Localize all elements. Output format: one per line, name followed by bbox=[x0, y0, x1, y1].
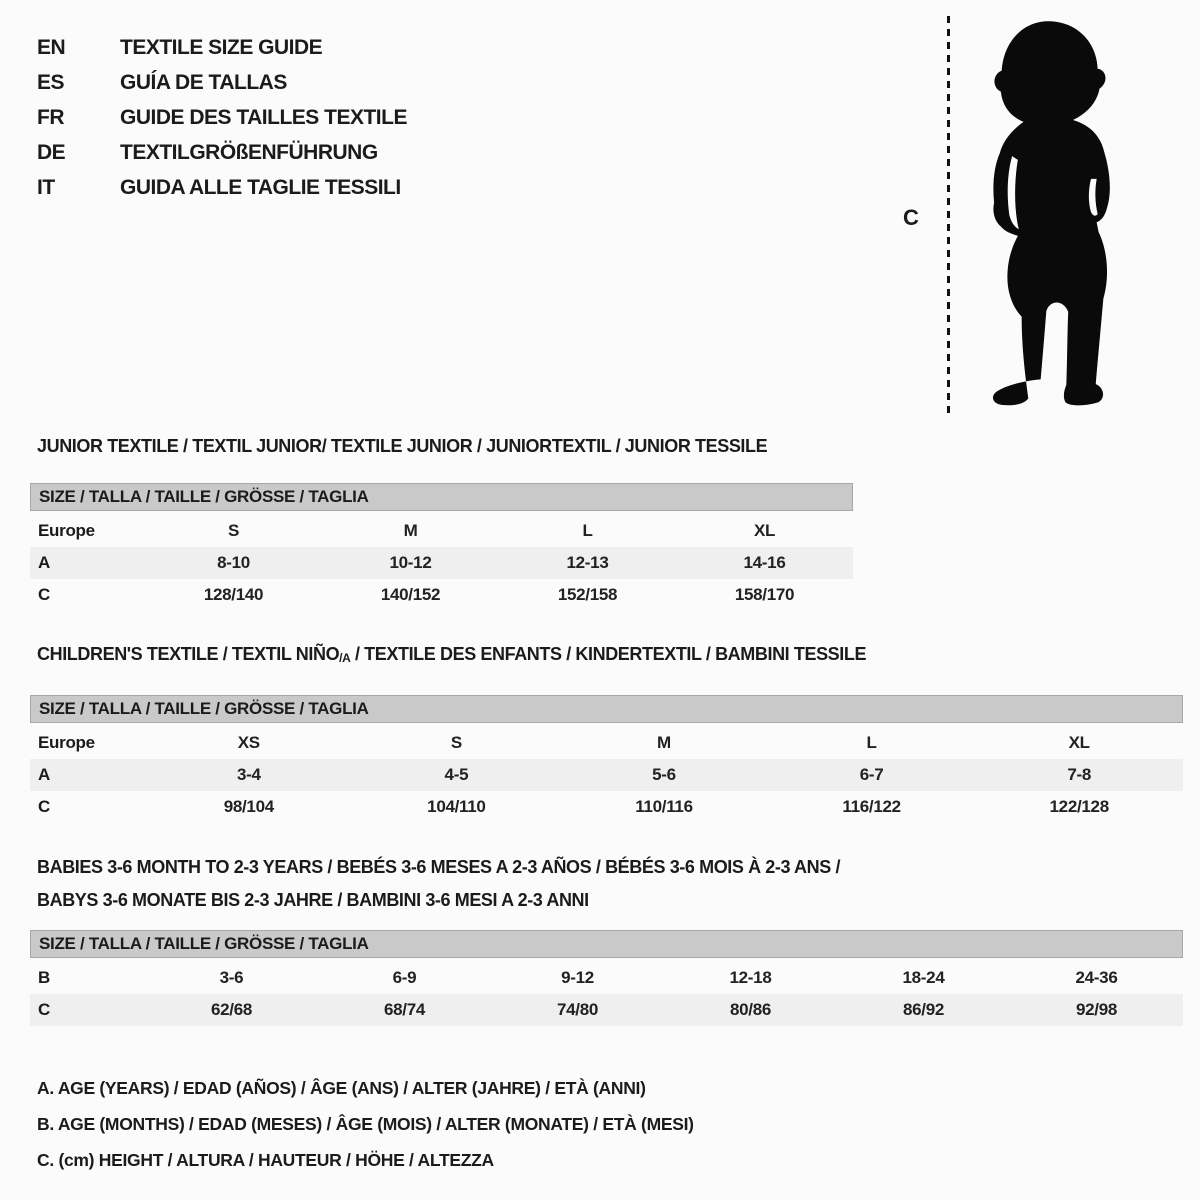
height-cell: 74/80 bbox=[556, 1000, 599, 1019]
age-cell: 7-8 bbox=[1067, 765, 1092, 784]
age-cell: 8-10 bbox=[217, 553, 250, 572]
height-cell: 104/110 bbox=[427, 797, 486, 816]
height-cell: 62/68 bbox=[210, 1000, 253, 1019]
legend-height-cm: C. (cm) HEIGHT / ALTURA / HAUTEUR / HÖHE / ALTEZZA bbox=[37, 1150, 494, 1170]
children-section-title bbox=[37, 644, 1183, 668]
language-row-de bbox=[37, 135, 407, 170]
measure-legend bbox=[37, 1070, 694, 1178]
height-cell: 122/128 bbox=[1049, 797, 1109, 816]
height-cell: 140/152 bbox=[380, 585, 441, 604]
age-cell: 5-6 bbox=[652, 765, 676, 784]
table-row-height bbox=[30, 579, 853, 611]
height-cell: 80/86 bbox=[729, 1000, 772, 1019]
language-code: FR bbox=[37, 105, 64, 129]
language-row-es bbox=[37, 65, 407, 100]
height-measure-label: C bbox=[903, 205, 919, 230]
table-row-height bbox=[30, 994, 1183, 1026]
language-code: ES bbox=[37, 70, 65, 94]
age-cell: 9-12 bbox=[561, 968, 594, 987]
babies-textile-section bbox=[30, 851, 1183, 1026]
row-label: B bbox=[38, 968, 50, 987]
size-header-bar: SIZE / TALLA / TAILLE / GRÖSSE / TAGLIA bbox=[30, 695, 1183, 723]
table-row-height bbox=[30, 791, 1183, 823]
age-cell: 12-13 bbox=[566, 553, 609, 572]
height-cell: 128/140 bbox=[203, 585, 264, 604]
size-header-bar: SIZE / TALLA / TAILLE / GRÖSSE / TAGLIA bbox=[30, 930, 1183, 958]
age-cell: 14-16 bbox=[743, 553, 786, 572]
children-textile-section bbox=[30, 644, 1183, 823]
age-cell: 12-18 bbox=[729, 968, 772, 987]
row-label: Europe bbox=[38, 521, 95, 540]
size-cell: L bbox=[866, 733, 877, 752]
height-cell: 152/158 bbox=[557, 585, 618, 604]
size-header-bar: SIZE / TALLA / TAILLE / GRÖSSE / TAGLIA bbox=[30, 483, 853, 511]
height-cell: 68/74 bbox=[383, 1000, 426, 1019]
size-cell: XL bbox=[753, 521, 776, 540]
junior-textile-section bbox=[30, 436, 853, 611]
table-row-age-months bbox=[30, 962, 1183, 994]
guide-title-it: GUIDA ALLE TAGLIE TESSILI bbox=[120, 175, 401, 199]
age-cell: 24-36 bbox=[1075, 968, 1118, 987]
age-cell: 3-4 bbox=[236, 765, 261, 784]
height-cell: 86/92 bbox=[902, 1000, 945, 1019]
language-code: EN bbox=[37, 35, 66, 59]
legend-age-years: A. AGE (YEARS) / EDAD (AÑOS) / ÂGE (ANS) / ALTER (JAHRE) / ETÀ (ANNI) bbox=[37, 1078, 646, 1098]
guide-title-es: GUÍA DE TALLAS bbox=[120, 70, 287, 94]
size-cell: S bbox=[227, 521, 240, 540]
height-cell: 92/98 bbox=[1075, 1000, 1118, 1019]
row-label: Europe bbox=[38, 733, 95, 752]
language-code: IT bbox=[37, 175, 55, 199]
junior-section-title: JUNIOR TEXTILE / TEXTIL JUNIOR/ TEXTILE JUNIOR / JUNIORTEXTIL / JUNIOR TESSILE bbox=[37, 436, 768, 456]
age-cell: 4-5 bbox=[444, 765, 469, 784]
guide-title-en: TEXTILE SIZE GUIDE bbox=[120, 35, 323, 59]
age-cell: 18-24 bbox=[902, 968, 945, 987]
age-cell: 3-6 bbox=[219, 968, 244, 987]
language-title-list bbox=[37, 30, 407, 205]
table-row-europe bbox=[30, 727, 1183, 759]
row-label: C bbox=[38, 585, 50, 604]
children-title-part1: CHILDREN'S TEXTILE / TEXTIL NIÑO bbox=[37, 644, 340, 664]
height-cell: 98/104 bbox=[223, 797, 274, 816]
language-row-fr bbox=[37, 100, 407, 135]
size-cell: M bbox=[403, 521, 418, 540]
size-cell: XL bbox=[1068, 733, 1090, 752]
age-cell: 6-9 bbox=[392, 968, 417, 987]
babies-section-title-line2: BABYS 3-6 MONATE BIS 2-3 JAHRE / BAMBINI 3-6 MESI A 2-3 ANNI bbox=[37, 890, 589, 910]
row-label: C bbox=[38, 1000, 50, 1019]
height-cell: 158/170 bbox=[734, 585, 795, 604]
table-row-age bbox=[30, 759, 1183, 791]
guide-title-fr: GUIDE DES TAILLES TEXTILE bbox=[120, 105, 407, 129]
table-row-europe bbox=[30, 515, 853, 547]
row-label: A bbox=[38, 553, 50, 572]
height-measure-dashed-line bbox=[947, 16, 950, 414]
guide-title-de: TEXTILGRÖßENFÜHRUNG bbox=[120, 140, 378, 164]
size-cell: L bbox=[582, 521, 593, 540]
language-code: DE bbox=[37, 140, 66, 164]
children-title-subscript: /A bbox=[339, 651, 351, 665]
language-row-it bbox=[37, 170, 407, 205]
toddler-silhouette bbox=[958, 10, 1148, 420]
age-cell: 6-7 bbox=[859, 765, 884, 784]
size-cell: S bbox=[450, 733, 462, 752]
row-label: A bbox=[38, 765, 50, 784]
table-row-age bbox=[30, 547, 853, 579]
height-cell: 110/116 bbox=[635, 797, 693, 816]
language-row-en bbox=[37, 30, 407, 65]
height-cell: 116/122 bbox=[842, 797, 901, 816]
legend-age-months: B. AGE (MONTHS) / EDAD (MESES) / ÂGE (MOIS) / ALTER (MONATE) / ETÀ (MESI) bbox=[37, 1114, 694, 1134]
children-title-part2: / TEXTILE DES ENFANTS / KINDERTEXTIL / BAMBINI TESSILE bbox=[350, 644, 867, 664]
size-cell: XS bbox=[237, 733, 260, 752]
size-cell: M bbox=[657, 733, 671, 752]
age-cell: 10-12 bbox=[389, 553, 432, 572]
row-label: C bbox=[38, 797, 50, 816]
babies-section-title-line1: BABIES 3-6 MONTH TO 2-3 YEARS / BEBÉS 3-6 MESES A 2-3 AÑOS / BÉBÉS 3-6 MOIS À 2-3 ANS / bbox=[37, 857, 841, 877]
